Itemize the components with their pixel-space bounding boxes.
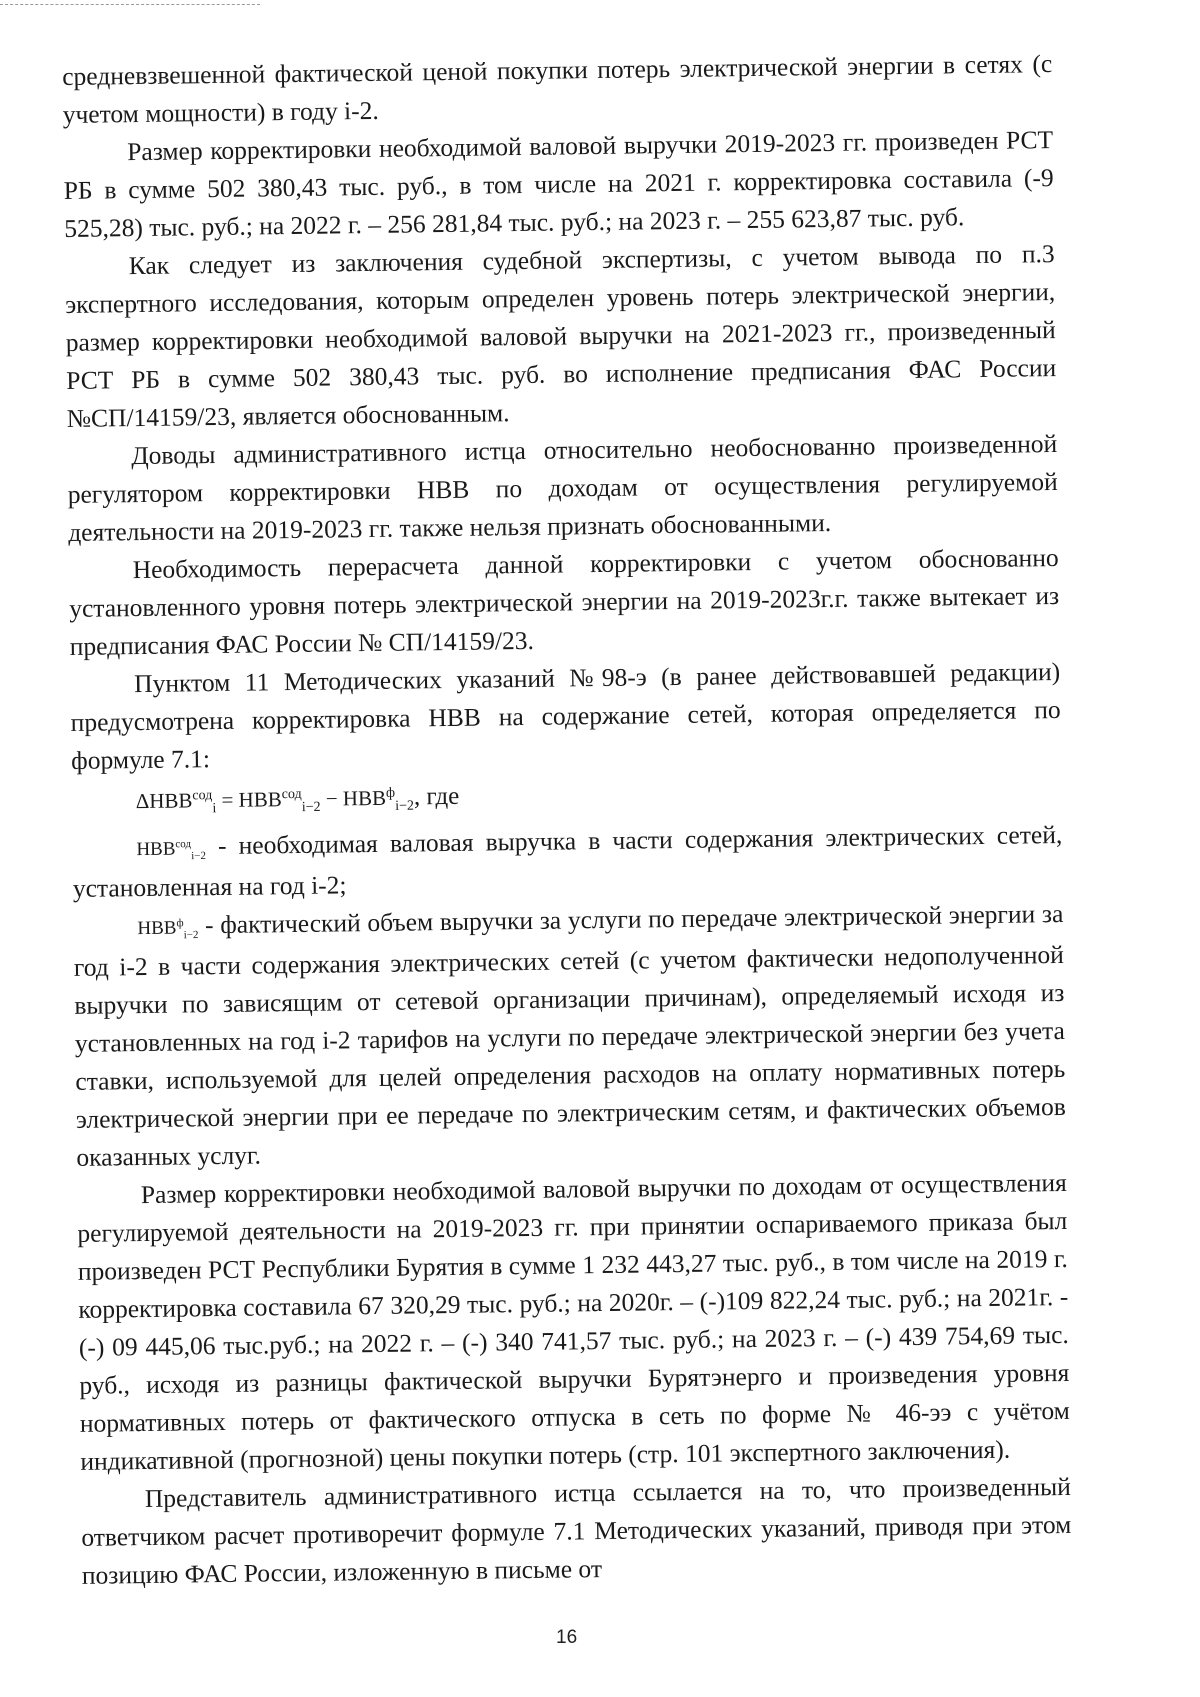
paragraph-6: Пунктом 11 Методических указаний №98-э (в ранее действовавшей редакции) предусмотрена корректировка НВВ на содержание сетей, которая определяется по формуле 7.1: bbox=[70, 656, 1061, 775]
definition-2-text: - фактический объем выручки за услуги по передаче электрической энергии за год i-2 в части содержания электрических сетей (с учетом фактически недополученной выручки по зависящим от сетевой организации причинам), определяемый исходя из установленных на год i-2 тарифов на услуги по передаче электрической энергии без учета ставки, используемой для целей определения расходов на оплату нормативных потерь электрической энергии при ее передаче по электрическим сетям, и фактических объемов оказанных услуг. bbox=[73, 899, 1067, 1173]
definition-1 bbox=[72, 816, 1063, 908]
formula-eq: = bbox=[221, 787, 234, 812]
paragraph-8: Представитель административного истца ссылается на то, что произведенный ответчиком расчет противоречит формуле 7.1 Методических указаний, приводя при этом позицию ФАС России, изложенную в письме от bbox=[81, 1472, 1072, 1591]
formula-lhs-sub: i bbox=[212, 801, 217, 817]
formula-term-2-sup: ф bbox=[385, 785, 396, 801]
formula-lhs-sup: сод bbox=[192, 788, 213, 804]
definition-2-symbol-sub: i−2 bbox=[183, 929, 199, 942]
definition-1-symbol-sup: сод bbox=[175, 838, 192, 851]
paragraph-7: Размер корректировки необходимой валовой выручки по доходам от осуществления регулируемой деятельности на 2019-2023 гг. при принятии оспариваемого приказа был произведен РСТ Республики Бурятия в сумме 1 232 443,27 тыс. руб., в том числе на 2019 г. корректировка составила 67 320,29 тыс. руб.; на 2020г. – (-)109 822,24 тыс. руб.; на 2021г. - (-) 09 445,06 тыс.руб.; на 2022 г. – (-) 340 741,57 тыс. руб.; на 2023 г. – (-) 439 754,69 тыс. руб., исходя из разницы фактической выручки Бурятэнерго и произведения уровня нормативных потерь от фактического отпуска в сеть по форме № 46-ээ с учётом индикативной (прогнозной) цены покупки потерь (стр. 101 экспертного заключения). bbox=[77, 1168, 1070, 1477]
formula-term-1-sub: i−2 bbox=[301, 799, 321, 816]
paragraph-3: Как следует из заключения судебной экспертизы, с учетом вывода по п.3 экспертного исследования, которым определен уровень потерь электрической энергии, размер корректировки необходимой валовой выручки на 2021-2023 гг., произведенный РСТ РБ в сумме 502 380,43 тыс. руб. во исполнение предписания ФАС России №СП/14159/23, является обоснованным. bbox=[65, 239, 1057, 433]
definition-1-symbol-base: НВВ bbox=[136, 838, 176, 861]
definition-1-symbol-sub: i−2 bbox=[191, 850, 207, 863]
formula-term-2-sub: i−2 bbox=[395, 798, 415, 814]
formula-lhs: ΔНВВ bbox=[135, 788, 193, 814]
paragraph-5: Необходимость перерасчета данной корректировки с учетом обоснованно установленного уровня потерь электрической энергии на 2019-2023г.г. также вытекает из предписания ФАС России № СП/14159/23. bbox=[69, 542, 1060, 661]
paragraph-2: Размер корректировки необходимой валовой выручки 2019-2023 гг. произведен РСТ РБ в сумме 502 380,43 тыс. руб., в том числе на 2021 г. корректировка составила (-9 525,28) тыс. руб.; на 2022 г. – 256 281,84 тыс. руб.; на 2023 г. – 255 623,87 тыс. руб. bbox=[63, 125, 1054, 243]
paragraph-4: Доводы административного истца относительно необоснованно произведенной регулятором корректировки НВВ по доходам от осуществления регулируемой деятельности на 2019-2023 гг. также нельзя признать обоснованными. bbox=[67, 429, 1058, 547]
definition-1-text: - необходимая валовая выручка в части содержания электрических сетей, установленная на год i-2; bbox=[72, 820, 1063, 904]
document-page bbox=[62, 45, 1072, 1595]
definition-2 bbox=[73, 895, 1066, 1177]
definition-2-symbol bbox=[137, 917, 199, 942]
definition-2-symbol-base: НВВ bbox=[137, 917, 177, 940]
formula-minus: − bbox=[325, 786, 338, 811]
formula-term-1: НВВ bbox=[238, 787, 282, 812]
page-number: 16 bbox=[556, 1627, 578, 1648]
definition-1-symbol bbox=[136, 838, 207, 863]
formula-term-1-sup: сод bbox=[281, 786, 302, 803]
formula-term-2: НВВ bbox=[342, 785, 387, 811]
paragraph-1: средневзвешенной фактической ценой покупки потерь электрической энергии в сетях (с учетом мощности) в году i-2. bbox=[62, 49, 1053, 129]
scan-edge-line bbox=[0, 4, 260, 5]
definition-2-symbol-sup: ф bbox=[176, 917, 184, 930]
formula-tail: , где bbox=[413, 782, 460, 811]
